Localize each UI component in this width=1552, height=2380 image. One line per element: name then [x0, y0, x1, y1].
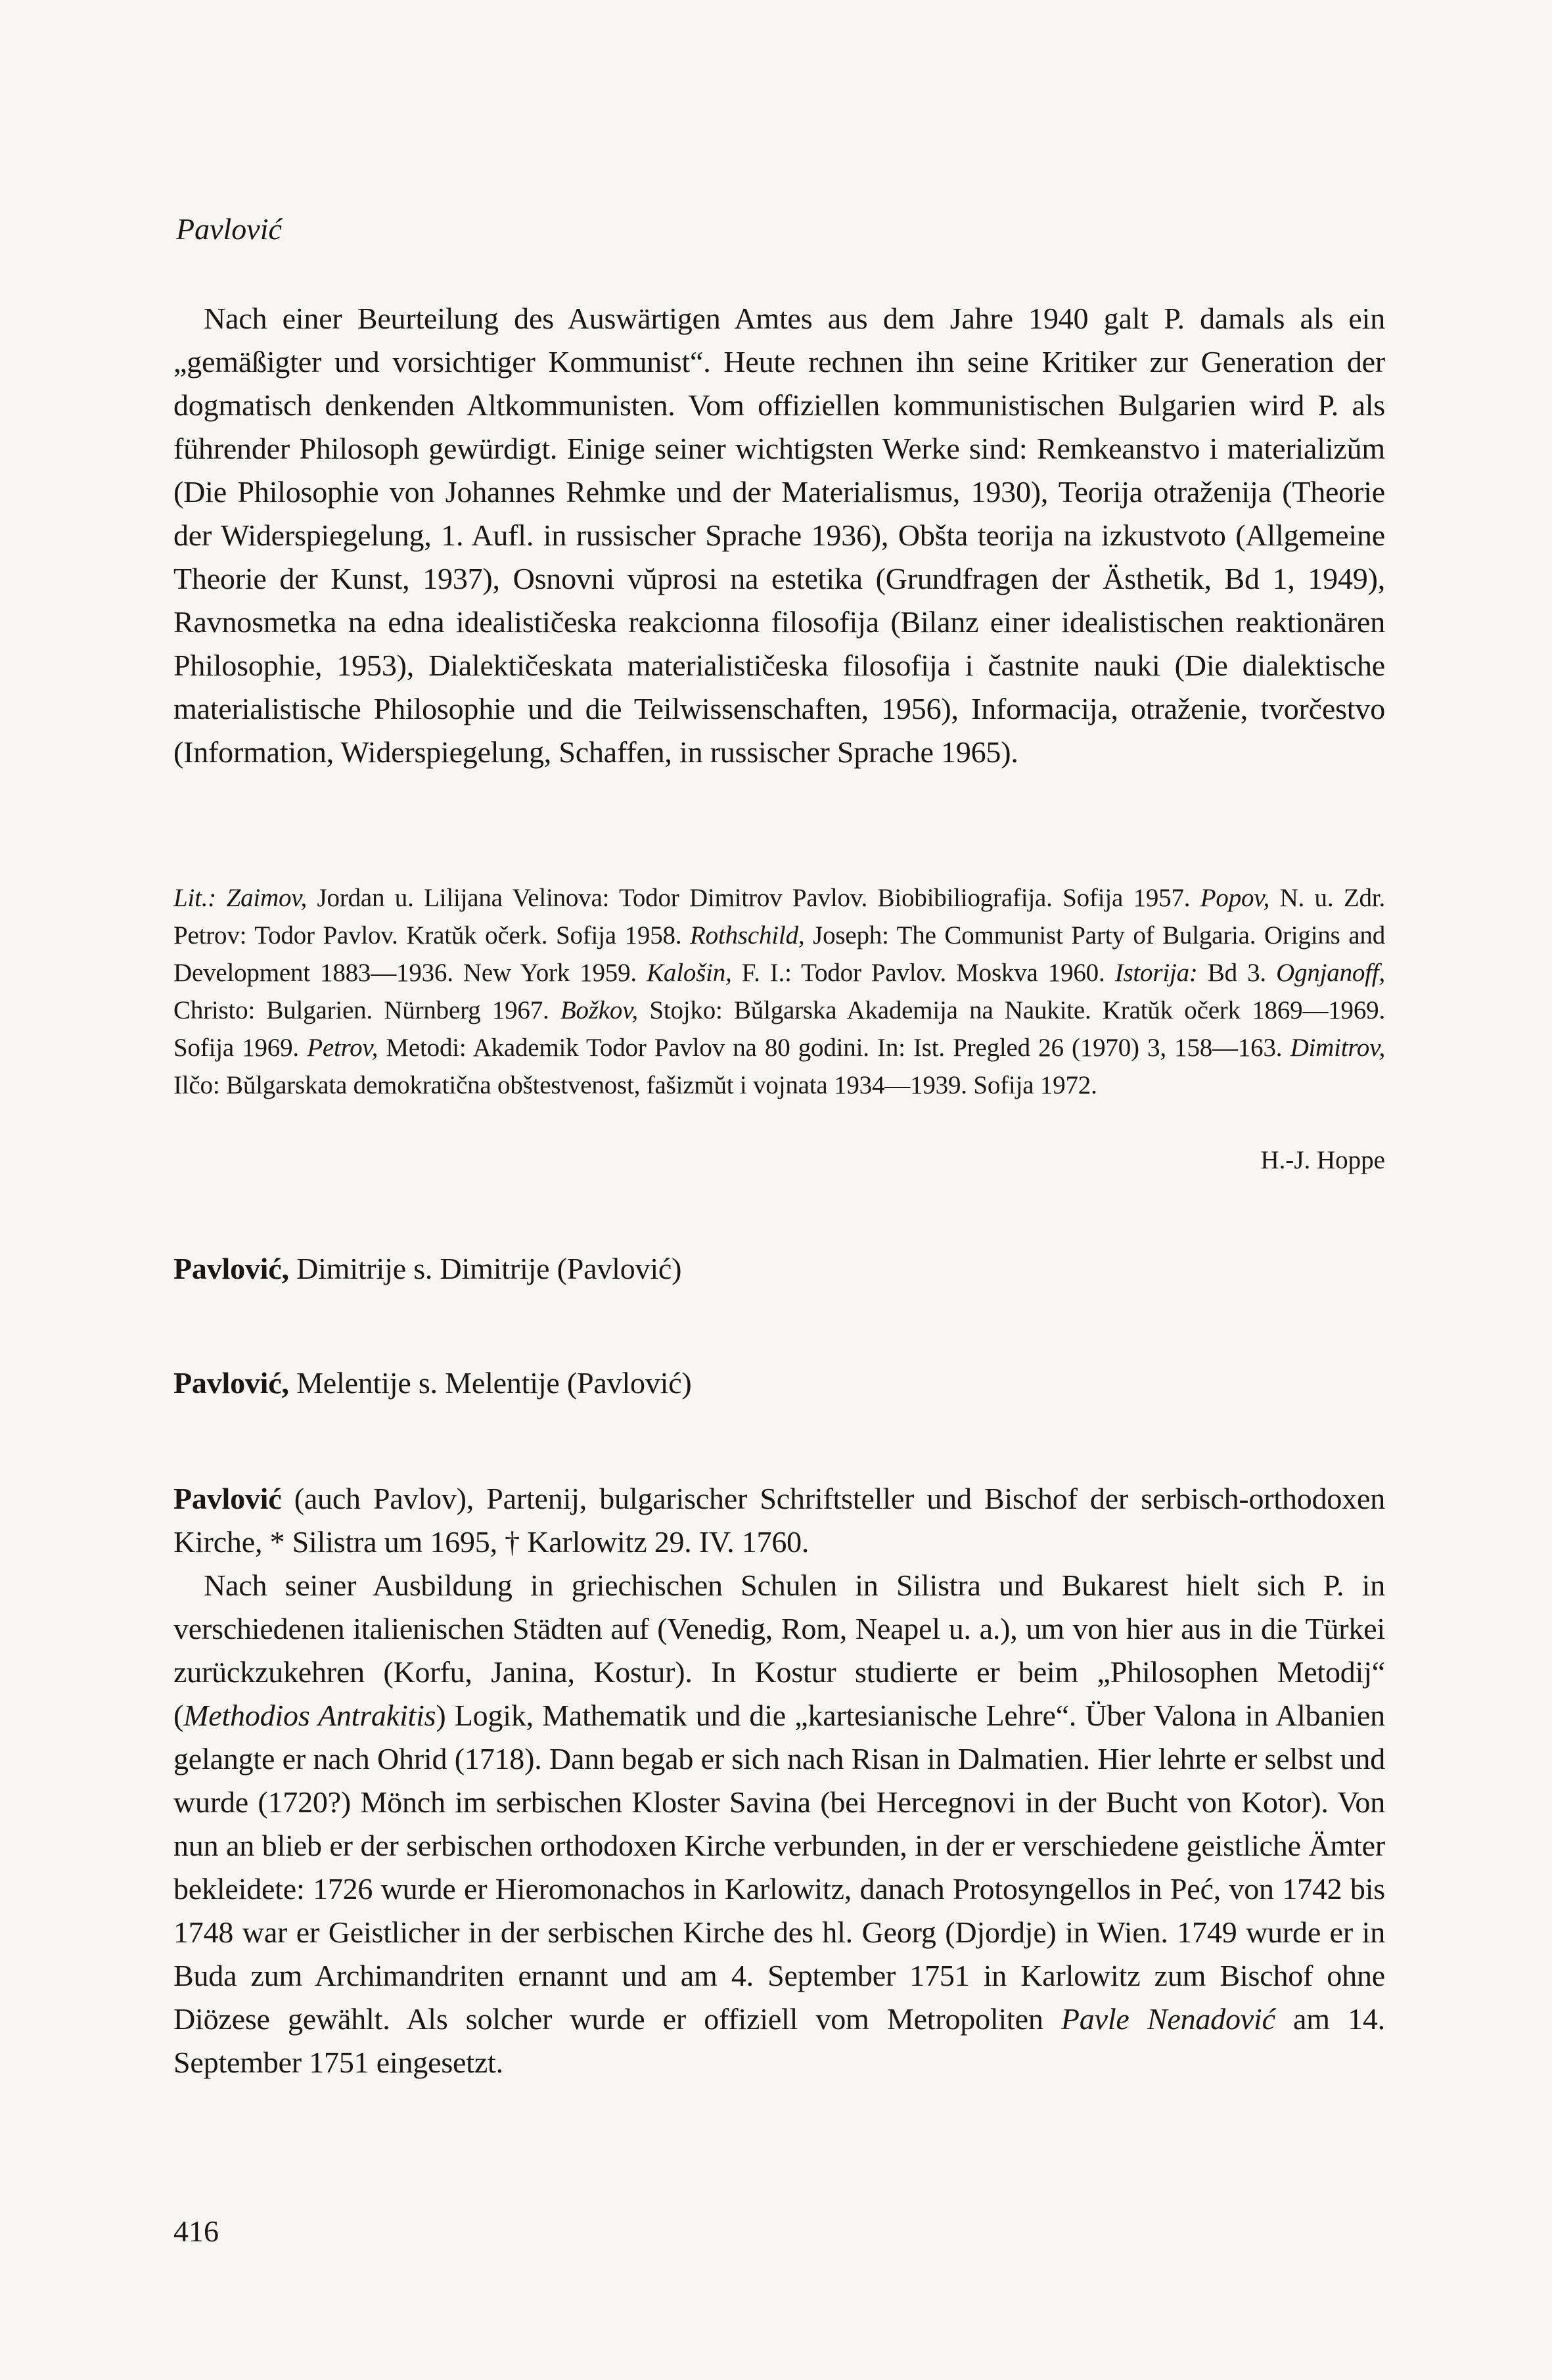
- text-segment: Božkov,: [560, 996, 638, 1024]
- text-segment: Joseph: The Communist Party of Bulgaria. Origins and Development 1883—1936. New York 1959.: [173, 921, 1386, 987]
- text-segment: Jordan u. Lilijana Velinova: Todor Dimitrov Pavlov. Biobibiliografija. Sofija 1957.: [307, 884, 1200, 912]
- text-segment: Stojko: Bŭlgarska Akademija na Naukite. Kratŭk očerk 1869—1969. Sofija 1969.: [173, 996, 1385, 1062]
- entry-partenij-head-paragraph: [173, 1477, 1385, 1564]
- literature-paragraph: [173, 879, 1385, 1104]
- text-segment: Kalošin,: [647, 959, 732, 987]
- text-segment: Ognjanoff,: [1276, 959, 1385, 987]
- page-number: 416: [173, 2214, 219, 2248]
- cross-reference-melentije: [173, 1362, 1385, 1405]
- cross-reference-dimitrije: [173, 1247, 1385, 1291]
- text-segment: N. u. Zdr. Petrov: Todor Pavlov. Kratŭk očerk. Sofija 1958.: [173, 884, 1385, 950]
- text-segment: (auch Pavlov), Partenij, bulgarischer Schriftsteller und Bischof der serbisch-orthodoxen Kirche, * Silistra um 1695, † Karlowitz 29. IV. 1760.: [173, 1482, 1385, 1559]
- text-segment: Popov,: [1200, 884, 1270, 912]
- entry-partenij-body-paragraph: [173, 1564, 1385, 2084]
- text-segment: Nach seiner Ausbildung in griechischen Schulen in Silistra und Bukarest hielt sich P. in verschiedenen italienischen Städten auf (Venedig, Rom, Neapel u. a.), um von hier aus in die Türkei zurückzukehren (Korfu, Janina, Kostur). In Kostur studierte er beim „Philosophen Metodij“ (: [173, 1568, 1385, 1732]
- text-segment: Melentije s. Melentije (Pavlović): [288, 1366, 692, 1400]
- running-head: Pavlović: [176, 212, 282, 246]
- text-segment: Methodios Antrakitis: [183, 1699, 436, 1732]
- text-segment: am 14. September 1751 eingesetzt.: [173, 2002, 1385, 2079]
- author-signature: H.-J. Hoppe: [1260, 1146, 1385, 1174]
- literature-block: [173, 879, 1386, 1174]
- text-segment: Petrov,: [307, 1034, 378, 1062]
- text-segment: Rothschild,: [690, 921, 805, 950]
- text-segment: Pavlović: [173, 1482, 282, 1515]
- text-segment: Dimitrije s. Dimitrije (Pavlović): [288, 1252, 682, 1285]
- text-segment: Ilčo: Bŭlgarskata demokratična obštestvenost, fašizmŭt i vojnata 1934—1939. Sofija 1972.: [173, 1071, 1097, 1099]
- text-segment: Christo: Bulgarien. Nürnberg 1967.: [173, 996, 560, 1024]
- entry-partenij: [173, 1477, 1385, 2084]
- text-segment: Pavle Nenadović: [1061, 2002, 1275, 2036]
- text-segment: [216, 884, 226, 912]
- text-segment: ) Logik, Mathematik und die „kartesianische Lehre“. Über Valona in Albanien gelangte er nach Ohrid (1718). Dann begab er sich nach Risan in Dalmatien. Hier lehrte er selbst und wurde (1720?) Mönch im serbischen Kloster Savina (bei Hercegnovi in der Bucht von Kotor). Von nun an blieb er der serbischen orthodoxen Kirche verbunden, in der er verschiedene geistliche Ämter bekleidete: 1726 wurde er Hieromonachos in Karlowitz, danach Protosyngellos in Peć, von 1742 bis 1748 war er Geistlicher in der serbischen Kirche des hl. Georg (Djordje) in Wien. 1749 wurde er in Buda zum Archimandriten ernannt und am 4. September 1751 in Karlowitz zum Bischof ohne Diözese gewählt. Als solcher wurde er offiziell vom Metropoliten: [173, 1699, 1385, 2036]
- text-segment: Dimitrov,: [1290, 1034, 1385, 1062]
- text-segment: Nach einer Beurteilung des Auswärtigen Amtes aus dem Jahre 1940 galt P. damals als ein „gemäßigter und vorsichtiger Kommunist“. Heute rechnen ihn seine Kritiker zur Generation der dogmatisch denkenden Altkommunisten. Vom offiziellen kommunistischen Bulgarien wird P. als führender Philosoph gewürdigt. Einige seiner wichtigsten Werke sind: Remkeanstvo i materializŭm (Die Philosophie von Johannes Rehmke und der Materialismus, 1930), Teorija otraženija (Theorie der Widerspiegelung, 1. Aufl. in russischer Sprache 1936), Obšta teorija na izkustvoto (Allgemeine Theorie der Kunst, 1937), Osnovni vŭprosi na estetika (Grundfragen der Ästhetik, Bd 1, 1949), Ravnosmetka na edna idealističeska reakcionna filosofija (Bilanz einer idealistischen reaktionären Philosophie, 1953), Dialektičeskata materialističeska filosofija i častnite nauki (Die dialektische materialistische Philosophie und die Teilwissenschaften, 1956), Informacija, otraženie, tvorčestvo (Information, Widerspiegelung, Schaffen, in russischer Sprache 1965).: [173, 302, 1385, 769]
- text-segment: Bd 3.: [1197, 959, 1277, 987]
- text-segment: Pavlović,: [173, 1252, 289, 1285]
- text-segment: Pavlović,: [173, 1366, 289, 1400]
- text-segment: Lit.:: [173, 884, 217, 912]
- article-continuation-paragraph: [173, 297, 1385, 774]
- text-segment: Metodi: Akademik Todor Pavlov na 80 godini. In: Ist. Pregled 26 (1970) 3, 158—163.: [378, 1034, 1290, 1062]
- text-segment: Istorija:: [1114, 959, 1198, 987]
- text-segment: Zaimov,: [226, 884, 308, 912]
- text-segment: F. I.: Todor Pavlov. Moskva 1960.: [731, 959, 1115, 987]
